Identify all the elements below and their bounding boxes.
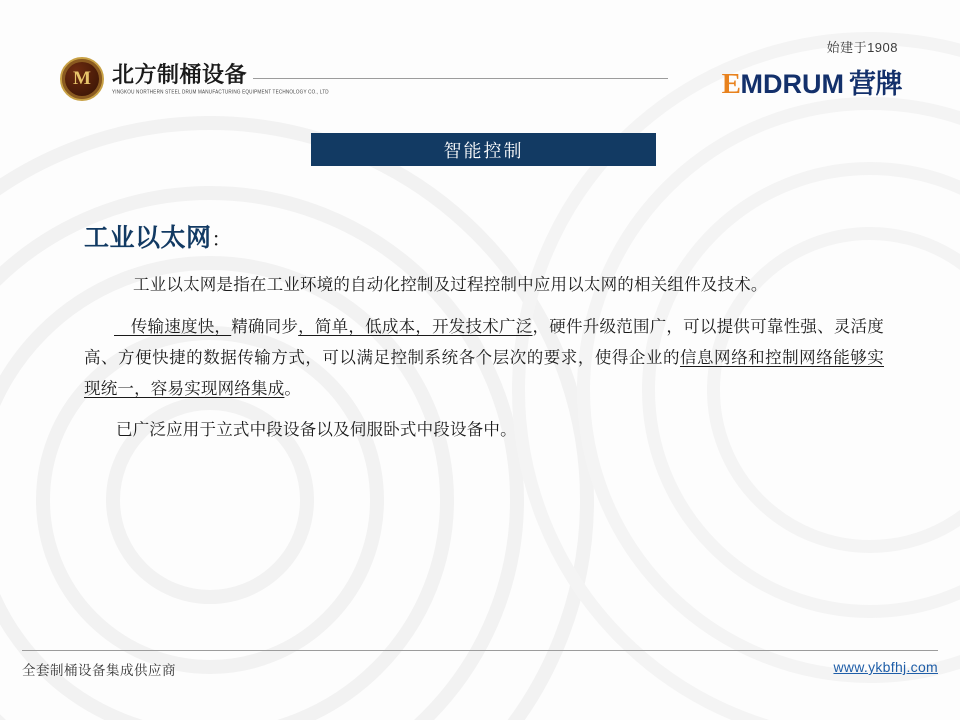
company-logo: [60, 57, 329, 101]
slide-title: 智能控制: [443, 140, 524, 161]
footer-slogan: 全套制桶设备集成供应商: [22, 663, 176, 678]
footer-divider: [22, 650, 938, 651]
brand-initial: E: [721, 68, 741, 100]
footer-website-link[interactable]: www.ykbfhj.com: [833, 659, 938, 675]
slide-header: [0, 0, 960, 112]
header-tagline: 始建于1908: [826, 40, 898, 55]
brand-logo: [722, 62, 902, 101]
brand-chinese-name: 营牌: [849, 69, 902, 99]
header-divider: [253, 78, 668, 79]
logo-english-name: YINGKOU NORTHERN STEEL DRUM MANUFACTURING EQUIPMENT TECHNOLOGY CO., LTD: [112, 88, 329, 95]
paragraph-2-plain-b: ，硬件升级范围广，可以提供可靠性强、灵活度高、方便快捷的数据传输方式，可以满足控制系统各个层次的要求，使得企业的: [84, 318, 885, 367]
paragraph-2-plain-a: 精确同步: [231, 318, 299, 336]
paragraph-2-plain-c: 。: [284, 380, 302, 398]
paragraph-3: 已广泛应用于立式中段设备以及伺服卧式中段设备中。: [116, 421, 517, 439]
paragraph-2-underlined-a: 传输速度快，: [114, 318, 232, 336]
brand-name: MDRUM: [740, 69, 844, 99]
section-heading: [84, 218, 232, 254]
paragraph-2-underlined-c: 信息网络和控制网络能够实现统一，容易实现网络集成: [84, 349, 884, 398]
logo-text: [112, 61, 329, 95]
paragraph-2-underlined-b: ，简单，低成本，开发技术广泛: [298, 318, 533, 336]
section-heading-colon: ：: [211, 229, 233, 251]
paragraph-1: 工业以太网是指在工业环境的自动化控制及过程控制中应用以太网的相关组件及技术。: [133, 276, 768, 294]
paragraph-2: [84, 312, 884, 405]
section-heading-text: 工业以太网: [84, 224, 212, 252]
slide-title-banner: [311, 133, 656, 166]
logo-emblem-icon: M: [60, 57, 104, 101]
logo-chinese-name: 北方制桶设备: [112, 61, 248, 87]
